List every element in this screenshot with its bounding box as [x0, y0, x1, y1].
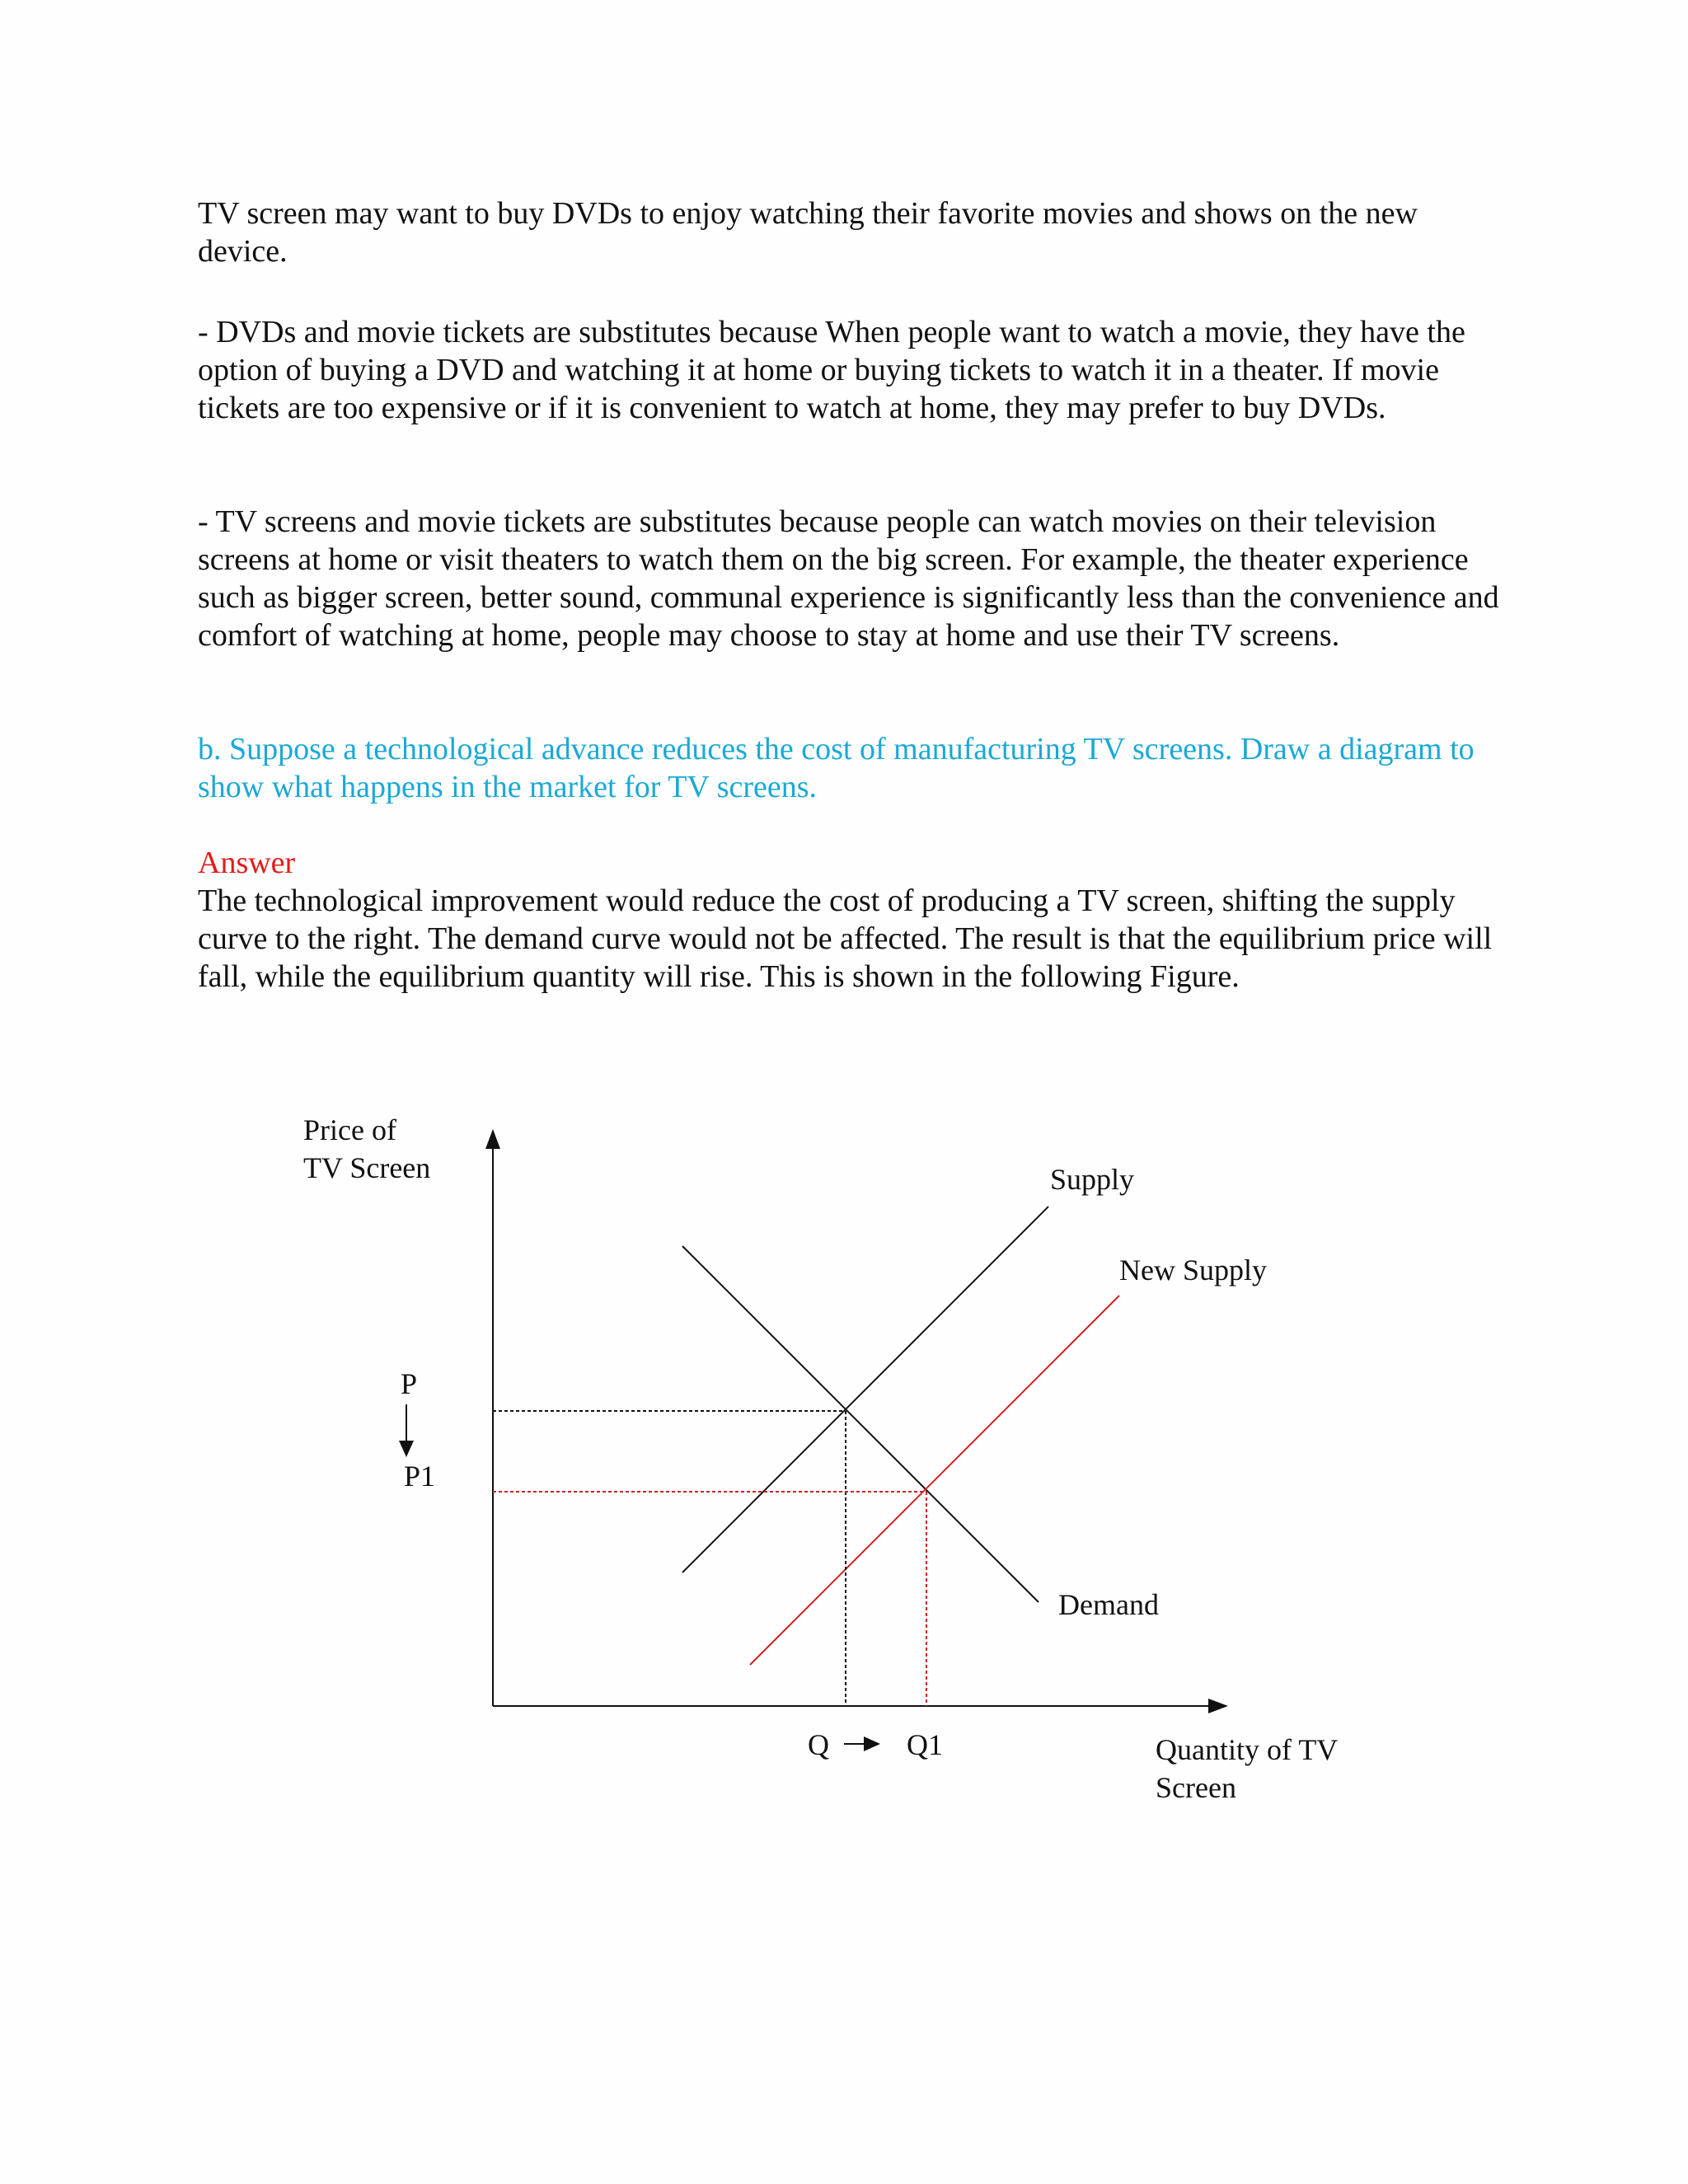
y-axis-arrow-icon: [485, 1129, 500, 1149]
quantity-label: Q: [808, 1728, 829, 1761]
question-b: b. Suppose a technological advance reduces the cost of manufacturing TV screens. Draw a diagram to show what happens in the market for TV screens.: [198, 732, 1475, 804]
x-axis-label-line2: Screen: [1156, 1771, 1236, 1804]
demand-label: Demand: [1058, 1588, 1159, 1621]
supply-curve: [682, 1207, 1048, 1572]
x-axis-arrow-icon: [1208, 1699, 1228, 1713]
quantity-increase-arrowhead-icon: [864, 1736, 880, 1751]
price-label: P: [401, 1367, 418, 1400]
paragraph-tv-dvd-complement: TV screen may want to buy DVDs to enjoy watching their favorite movies and shows on the new device.: [198, 196, 1418, 269]
price-decrease-arrowhead-icon: [399, 1441, 414, 1457]
answer-heading: Answer: [198, 846, 296, 880]
y-axis-label-line1: Price of: [303, 1113, 396, 1146]
demand-curve: [682, 1246, 1039, 1602]
paragraph-tv-tickets-substitutes: - TV screens and movie tickets are substitutes because people can watch movies on their television screens at home or visit theaters to watch them on the big screen. For example, the theater experience such as bigger screen, better sound, communal experience is significantly less than the convenience and comfort of watching at home, people may choose to stay at home and use their TV screens.: [198, 504, 1499, 653]
new-price-label: P1: [404, 1460, 436, 1493]
new-supply-label: New Supply: [1119, 1254, 1267, 1286]
answer-text: The technological improvement would reduce the cost of producing a TV screen, shifting the supply curve to the right. The demand curve would not be affected. The result is that the equilibrium price will fall, while the equilibrium quantity will rise. This is shown in the following Figure.: [198, 883, 1493, 994]
paragraph-dvd-tickets-substitutes: - DVDs and movie tickets are substitutes because When people want to watch a movie, they have the option of buying a DVD and watching it at home or buying tickets to watch it in a theater. If movie tickets are too expensive or if it is convenient to watch at home, they may prefer to buy DVDs.: [198, 315, 1465, 425]
new-quantity-label: Q1: [907, 1728, 943, 1761]
x-axis-label-line1: Quantity of TV: [1156, 1733, 1339, 1766]
supply-label: Supply: [1050, 1163, 1135, 1196]
y-axis-label-line2: TV Screen: [303, 1151, 431, 1184]
